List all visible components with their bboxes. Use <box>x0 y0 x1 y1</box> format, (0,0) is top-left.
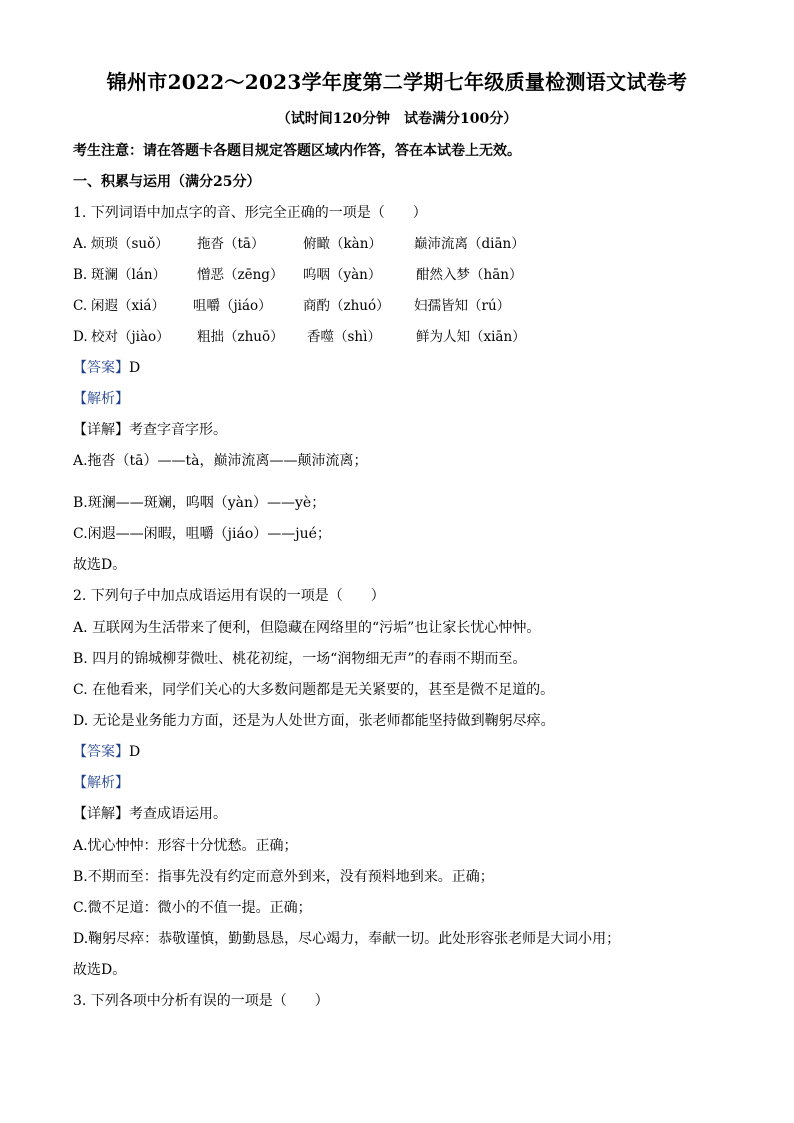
option-item: 呜咽（yàn） <box>303 267 382 283</box>
question-1-answer <box>73 358 140 378</box>
answer-tag: 【答案】 <box>73 744 129 760</box>
question-2-option-b: B. 四月的锦城柳芽微吐、桃花初绽，一场“润物细无声”的春雨不期而至。 <box>73 651 527 667</box>
detail-text: 考查字音字形。 <box>129 422 227 438</box>
question-2-detail <box>73 804 227 824</box>
detail-text: 考查成语运用。 <box>129 806 227 822</box>
question-2-stem: 2. 下列句子中加点成语运用有误的一项是（ ） <box>73 588 385 604</box>
question-2-option-d: D. 无论是业务能力方面，还是为人处世方面，张老师都能坚持做到鞠躬尽瘁。 <box>73 713 555 729</box>
question-1-option-b <box>73 265 573 285</box>
exam-notice: 考生注意：请在答题卡各题目规定答题区域内作答，答在本试卷上无效。 <box>73 143 521 159</box>
explanation-line: B.不期而至：指事先没有约定而意外到来，没有预料地到来。正确； <box>73 869 494 885</box>
option-item: 香噬（shì） <box>307 329 381 345</box>
question-1-option-c <box>73 296 573 316</box>
answer-value: D <box>129 360 141 376</box>
question-1-stem: 1. 下列词语中加点字的音、形完全正确的一项是（ ） <box>73 205 427 221</box>
conclusion-line: 故选D。 <box>73 962 127 978</box>
explanation-line: D.鞠躬尽瘁：恭敬谨慎，勤勤恳恳，尽心竭力，奉献一切。此处形容张老师是大词小用； <box>73 931 621 947</box>
answer-tag: 【答案】 <box>73 360 129 376</box>
option-item: 巅沛流离（diān） <box>414 236 525 252</box>
option-item: 烦琐（suǒ） <box>91 236 169 252</box>
explanation-line: A.忧心忡忡：形容十分忧愁。正确； <box>73 838 298 854</box>
option-item: 鲜为人知（xiān） <box>416 329 526 345</box>
explanation-line: A.拖沓（tā）——tà，巅沛流离——颠沛流离； <box>73 453 368 469</box>
question-2-option-a: A. 互联网为生活带来了便利，但隐藏在网络里的“污垢”也让家长忧心忡忡。 <box>73 620 541 636</box>
question-1-analysis-tag: 【解析】 <box>73 391 129 407</box>
answer-value: D <box>129 744 141 760</box>
option-label: A. <box>73 236 88 252</box>
question-1-detail <box>73 420 227 440</box>
exam-subtitle: （试时间120分钟 试卷满分100分） <box>276 111 518 127</box>
option-label: B. <box>73 267 88 283</box>
question-1-option-d <box>73 327 573 347</box>
option-item: 憎恶（zēng） <box>197 267 284 283</box>
explanation-line: C.闲遐——闲暇，咀嚼（jiáo）——jué； <box>73 526 331 542</box>
question-3-stem: 3. 下列各项中分析有误的一项是（ ） <box>73 993 329 1009</box>
option-item: 闲遐（xiá） <box>91 298 165 314</box>
explanation-line: C.微不足道：微小的不值一提。正确； <box>73 900 312 916</box>
option-label: C. <box>73 298 88 314</box>
option-item: 俯瞰（kàn） <box>303 236 382 252</box>
question-2-analysis-tag: 【解析】 <box>73 775 129 791</box>
question-1-option-a <box>73 234 573 254</box>
option-item: 斑澜（lán） <box>91 267 167 283</box>
option-item: 咀嚼（jiáo） <box>193 298 272 314</box>
detail-tag: 【详解】 <box>73 422 129 438</box>
conclusion-line: 故选D。 <box>73 557 127 573</box>
option-item: 粗拙（zhuō） <box>197 329 284 345</box>
option-item: 拖沓（tā） <box>197 236 265 252</box>
detail-tag: 【详解】 <box>73 806 129 822</box>
question-2-answer <box>73 742 140 762</box>
option-item: 商酌（zhuó） <box>303 298 390 314</box>
option-item: 妇孺皆知（rú） <box>414 298 511 314</box>
page-title: 锦州市2022～2023学年度第二学期七年级质量检测语文试卷考 <box>106 70 688 94</box>
option-item: 酣然入梦（hān） <box>416 267 523 283</box>
question-2-option-c: C. 在他看来，同学们关心的大多数问题都是无关紧要的，甚至是微不足道的。 <box>73 682 555 698</box>
option-label: D. <box>73 329 88 345</box>
explanation-line: B.斑澜——斑斓，呜咽（yàn）——yè； <box>73 495 326 511</box>
section-heading: 一、积累与运用（满分25分） <box>73 174 261 190</box>
option-item: 校对（jiào） <box>91 329 170 345</box>
